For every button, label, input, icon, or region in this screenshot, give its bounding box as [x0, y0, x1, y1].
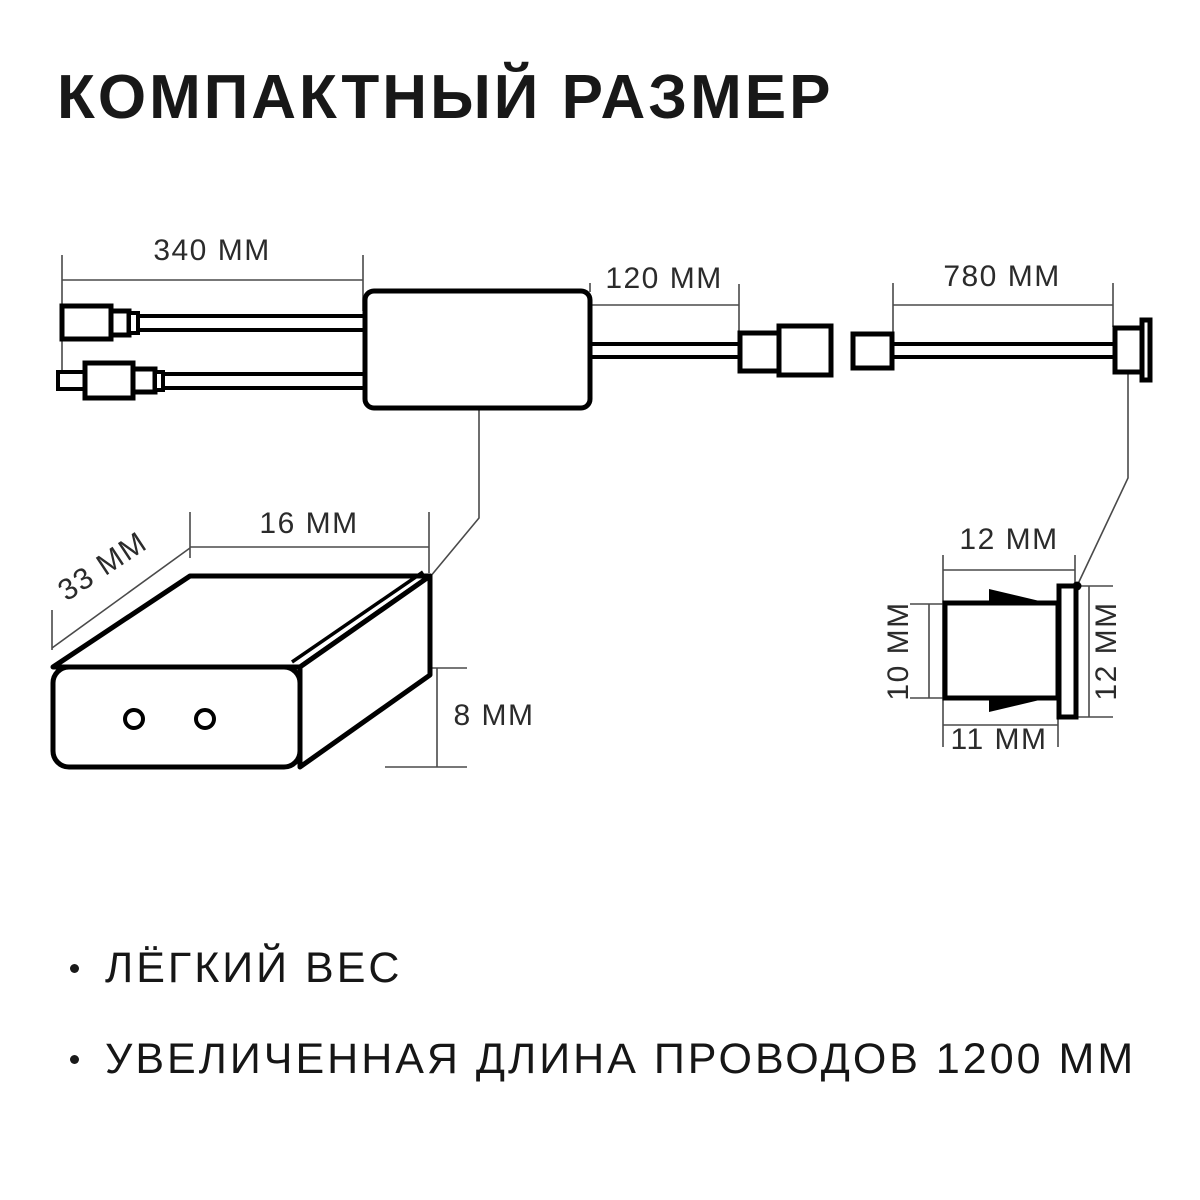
- dim-label-8mm: 8 ММ: [453, 699, 535, 732]
- wire-middle: [590, 344, 740, 357]
- list-item: [70, 944, 402, 993]
- box-front-face: [53, 667, 300, 767]
- dim-label-11mm: 11 ММ: [950, 723, 1048, 756]
- controller-box-3d: [53, 572, 430, 767]
- sensor-detail: [945, 586, 1076, 717]
- connector-socket: [853, 334, 892, 368]
- bullet-icon: [70, 964, 79, 973]
- power-plug-bottom: [58, 363, 163, 398]
- sensor-clip-bottom: [989, 698, 1048, 712]
- list-item: [70, 1035, 1136, 1084]
- dim-label-10mm: 10 ММ: [882, 601, 915, 701]
- sensor-flange: [1059, 586, 1076, 717]
- leader-line-box: [430, 408, 479, 577]
- leader-line-sensor: [1077, 372, 1128, 586]
- wire-sensor: [892, 344, 1115, 357]
- wire-bottom: [163, 374, 365, 388]
- bullet-icon: [70, 1055, 79, 1064]
- connector-pair: [740, 326, 831, 375]
- dim-label-340mm: 340 ММ: [153, 234, 271, 267]
- power-plug-top: [62, 306, 138, 339]
- dim-label-780mm: 780 ММ: [943, 260, 1061, 293]
- controller-box: [365, 291, 590, 408]
- dim-label-12mm-right: 12 ММ: [1090, 601, 1123, 701]
- dim-label-120mm: 120 ММ: [605, 262, 723, 295]
- sensor-clip-top: [989, 589, 1048, 603]
- dim-label-12mm-top: 12 ММ: [959, 523, 1059, 556]
- feature-text-wire-length: УВЕЛИЧЕННАЯ ДЛИНА ПРОВОДОВ 1200 ММ: [105, 1035, 1137, 1083]
- dim-label-33mm: 33 ММ: [52, 525, 154, 608]
- feature-text-weight: ЛЁГКИЙ ВЕС: [105, 944, 403, 992]
- dim-label-16mm: 16 ММ: [259, 507, 359, 540]
- page-title: КОМПАКТНЫЙ РАЗМЕР: [57, 63, 834, 132]
- wire-top: [138, 316, 365, 330]
- sensor-head: [1115, 320, 1150, 380]
